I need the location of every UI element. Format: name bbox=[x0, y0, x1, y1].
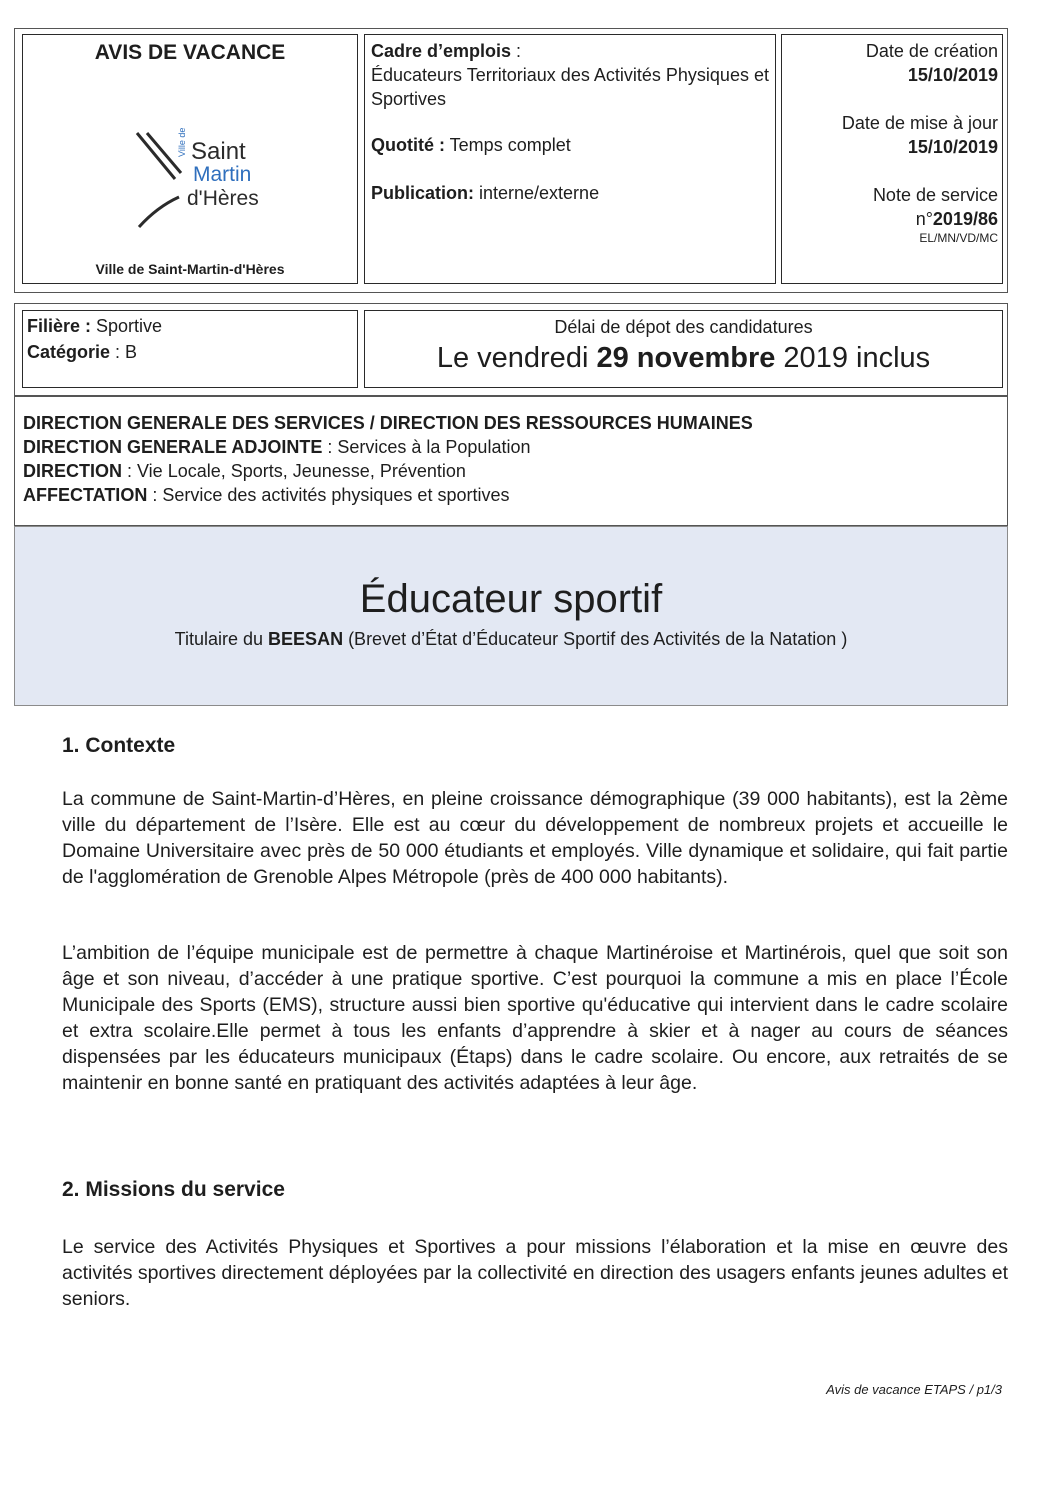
note-label: Note de service bbox=[872, 185, 998, 205]
header-dates-box bbox=[781, 34, 1003, 284]
job-subtitle bbox=[15, 629, 1007, 650]
affectation-label: AFFECTATION bbox=[23, 485, 148, 505]
note-prefix: n° bbox=[915, 209, 933, 229]
direction-box bbox=[14, 396, 1008, 526]
cadre-line bbox=[371, 39, 769, 63]
categorie-line bbox=[27, 339, 353, 365]
job-sub-post: (Brevet d’État d’Éducateur Sportif des Activités de la Natation ) bbox=[343, 629, 848, 649]
job-sub-pre: Titulaire du bbox=[174, 629, 269, 649]
publication-line bbox=[371, 181, 769, 205]
publication-label: Publication: bbox=[371, 183, 474, 203]
avis-title: AVIS DE VACANCE bbox=[94, 41, 286, 64]
cadre-label: Cadre d’emplois bbox=[371, 41, 512, 61]
note-code: EL/MN/VD/MC bbox=[919, 231, 998, 245]
job-title-band bbox=[14, 526, 1008, 706]
section-1-paragraph-1: La commune de Saint-Martin-d’Hères, en pleine croissance démographique (39 000 habitants), est la 2ème ville du département de l’Isère. Elle est au cœur du développement de nombreux projets et accueille le Domaine Universitaire avec près de 50 000 étudiants et employés. Ville dynamique et solidaire, qui fait partie de l'agglomération de Grenoble Alpes Métropole (près de 400 000 habitants). bbox=[62, 788, 1008, 888]
filiere-box bbox=[22, 310, 358, 388]
date-maj-value: 15/10/2019 bbox=[907, 137, 998, 157]
ville-name: Ville de Saint-Martin-d'Hères bbox=[95, 261, 285, 277]
delai-date-bold: 29 novembre bbox=[596, 342, 776, 374]
dga-value: : Services à la Population bbox=[322, 437, 531, 457]
filiere-label: Filière : bbox=[27, 316, 92, 336]
logo-saint: Saint bbox=[191, 138, 246, 165]
page-footer: Avis de vacance ETAPS / p1/3 bbox=[826, 1382, 1002, 1397]
header-avis-box bbox=[22, 34, 358, 284]
direction-value: : Vie Locale, Sports, Jeunesse, Prévention bbox=[122, 461, 466, 481]
note-value: 2019/86 bbox=[932, 209, 998, 229]
quotite-value: Temps complet bbox=[445, 135, 571, 155]
dga-label: DIRECTION GENERALE ADJOINTE bbox=[23, 437, 323, 457]
affectation-value: : Service des activités physiques et sportives bbox=[147, 485, 510, 505]
filiere-value: Sportive bbox=[91, 316, 163, 336]
delai-date bbox=[365, 342, 1002, 375]
logo-martin: Martin bbox=[193, 163, 252, 186]
categorie-label: Catégorie bbox=[27, 342, 111, 362]
delai-date-pre: Le vendredi bbox=[436, 342, 597, 374]
job-sub-bold: BEESAN bbox=[268, 629, 344, 649]
job-title: Éducateur sportif bbox=[359, 577, 663, 621]
section-2-paragraph-1: Le service des Activités Physiques et Sportives a pour missions l’élaboration et la mise en œuvre des activités sportives directement déployées par la collectivité en direction des usagers enfants jeunes adultes et seniors. bbox=[62, 1236, 1008, 1310]
date-maj-label: Date de mise à jour bbox=[841, 113, 998, 133]
direction-label: DIRECTION bbox=[23, 461, 122, 481]
affectation-line bbox=[23, 483, 999, 507]
delai-label: Délai de dépot des candidatures bbox=[554, 317, 813, 337]
delai-date-post: 2019 inclus bbox=[775, 342, 931, 374]
header-cadre-box bbox=[364, 34, 776, 284]
logo-ville-de: Ville de bbox=[177, 127, 187, 157]
date-creation-value: 15/10/2019 bbox=[907, 65, 998, 85]
delai-box bbox=[364, 310, 1003, 388]
note-number bbox=[786, 207, 998, 231]
section-1-paragraph-2: L’ambition de l’équipe municipale est de permettre à chaque Martinéroise et Martinérois, quel que soit son âge et son niveau, d’accéder à une pratique sportive. C’est pourquoi la commune a mis en place l’École Municipale des Sports (EMS), structure aussi bien sportive qu'éducative qui intervient dans le cadre scolaire et extra scolaire.Elle permet à tous les enfants d’apprendre à skier et à nager au cours de séances dispensées par les éducateurs municipaux (Étaps) dans le cadre scolaire. Ou encore, aux retraités de se maintenir en bonne santé en pratiquant des activités adaptées à leur âge. bbox=[62, 942, 1008, 1094]
city-logo bbox=[135, 127, 275, 237]
cadre-value: Éducateurs Territoriaux des Activités Physiques et Sportives bbox=[371, 65, 769, 109]
date-creation-label: Date de création bbox=[865, 41, 998, 61]
direction-line bbox=[23, 459, 999, 483]
quotite-line bbox=[371, 133, 769, 157]
categorie-value: : B bbox=[110, 342, 138, 362]
dga-line bbox=[23, 435, 999, 459]
direction-line1: DIRECTION GENERALE DES SERVICES / DIRECTION DES RESSOURCES HUMAINES bbox=[23, 413, 753, 433]
cadre-colon: : bbox=[511, 41, 522, 61]
publication-value: interne/externe bbox=[474, 183, 600, 203]
section-1-title: 1. Contexte bbox=[62, 734, 176, 757]
section-2-title: 2. Missions du service bbox=[62, 1178, 285, 1201]
quotite-label: Quotité : bbox=[371, 135, 445, 155]
logo-heres: d'Hères bbox=[187, 187, 259, 210]
filiere-line bbox=[27, 313, 353, 339]
